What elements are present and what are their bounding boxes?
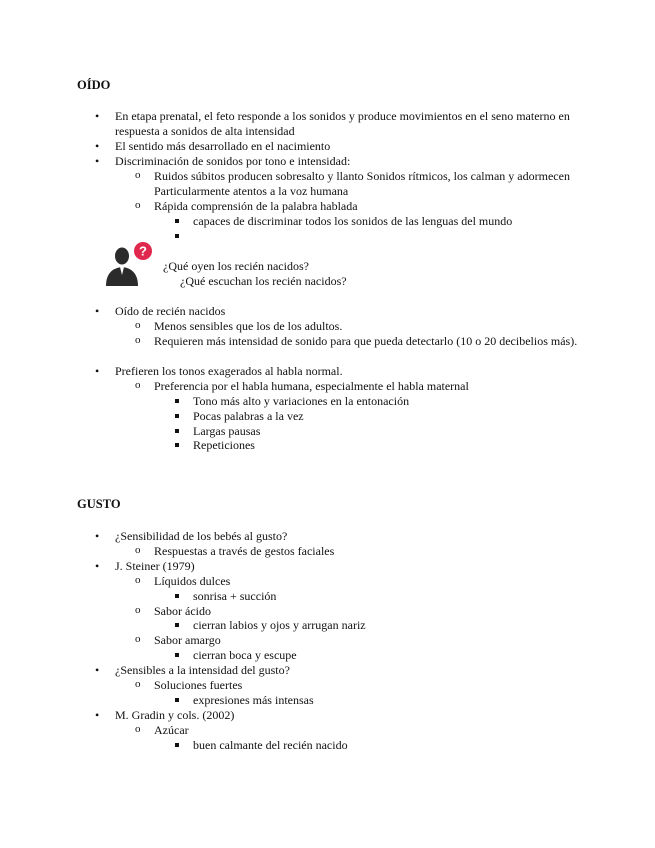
sub-sub-bullet-labios: cierran labios y ojos y arrugan nariz (193, 618, 583, 633)
bullet-intensidad-gusto: • ¿Sensibles a la intensidad del gusto? (115, 663, 585, 678)
sub-sub-bullet-escupe: cierran boca y escupe (193, 648, 583, 663)
sub-sub-bullet-empty (193, 229, 583, 244)
sub-bullet-azucar: o Azúcar (154, 723, 584, 738)
person-silhouette-icon (103, 240, 153, 288)
section-heading-oido: OÍDO (77, 78, 111, 92)
sub-bullet-liquidos: o Líquidos dulces (154, 574, 584, 589)
sub-sub-bullet-repeticiones: Repeticiones (193, 438, 583, 453)
question-person-icon (103, 240, 153, 288)
sub-bullet-intensidad: o Requieren más intensidad de sonido para que pueda detectarlo (10 o 20 decibelios más). (154, 334, 584, 349)
sub-sub-bullet-expresiones: expresiones más intensas (193, 693, 583, 708)
sub-sub-bullet-tono: Tono más alto y variaciones en la entonación (193, 394, 583, 409)
bullet-prefieren: • Prefieren los tonos exagerados al habla normal. (115, 364, 585, 379)
sub-bullet-preferencia: o Preferencia por el habla humana, especialmente el habla maternal (154, 379, 584, 394)
sub-bullet-acido: o Sabor ácido (154, 604, 584, 619)
sub-sub-bullet-sonrisa: sonrisa + succión (193, 589, 583, 604)
section-heading-gusto: GUSTO (77, 497, 121, 511)
bullet-gradin: • M. Gradin y cols. (2002) (115, 708, 585, 723)
bullet-prenatal: • En etapa prenatal, el feto responde a los sonidos y produce movimientos en el seno materno en respuesta a sonidos de alta intensidad (115, 109, 585, 139)
bullet-steiner: • J. Steiner (1979) (115, 559, 585, 574)
sub-bullet-gestos: o Respuestas a través de gestos faciales (154, 544, 584, 559)
bullet-sensibilidad: • ¿Sensibilidad de los bebés al gusto? (115, 529, 585, 544)
bullet-sentido: • El sentido más desarrollado en el nacimiento (115, 139, 585, 154)
sub-sub-bullet-pausas: Largas pausas (193, 424, 583, 439)
question-escuchan: ¿Qué escuchan los recién nacidos? (180, 274, 347, 288)
sub-sub-bullet-lenguas: capaces de discriminar todos los sonidos de las lenguas del mundo (193, 214, 583, 229)
sub-sub-bullet-pocas: Pocas palabras a la vez (193, 409, 583, 424)
question-badge-text: ? (139, 243, 147, 259)
bullet-oido-recien: • Oído de recién nacidos (115, 304, 585, 319)
sub-bullet-comprension: o Rápida comprensión de la palabra hablada (154, 199, 584, 214)
sub-bullet-ruidos: o Ruidos súbitos producen sobresalto y llanto Sonidos rítmicos, los calman y adormecen Particularmente atentos a la voz humana (154, 169, 584, 199)
question-oyen: ¿Qué oyen los recién nacidos? (163, 259, 309, 273)
sub-bullet-menos-sensibles: o Menos sensibles que los de los adultos. (154, 319, 584, 334)
bullet-discriminacion: • Discriminación de sonidos por tono e intensidad: (115, 154, 585, 169)
sub-bullet-soluciones: o Soluciones fuertes (154, 678, 584, 693)
sub-sub-bullet-calmante: buen calmante del recién nacido (193, 738, 583, 753)
sub-bullet-amargo: o Sabor amargo (154, 633, 584, 648)
